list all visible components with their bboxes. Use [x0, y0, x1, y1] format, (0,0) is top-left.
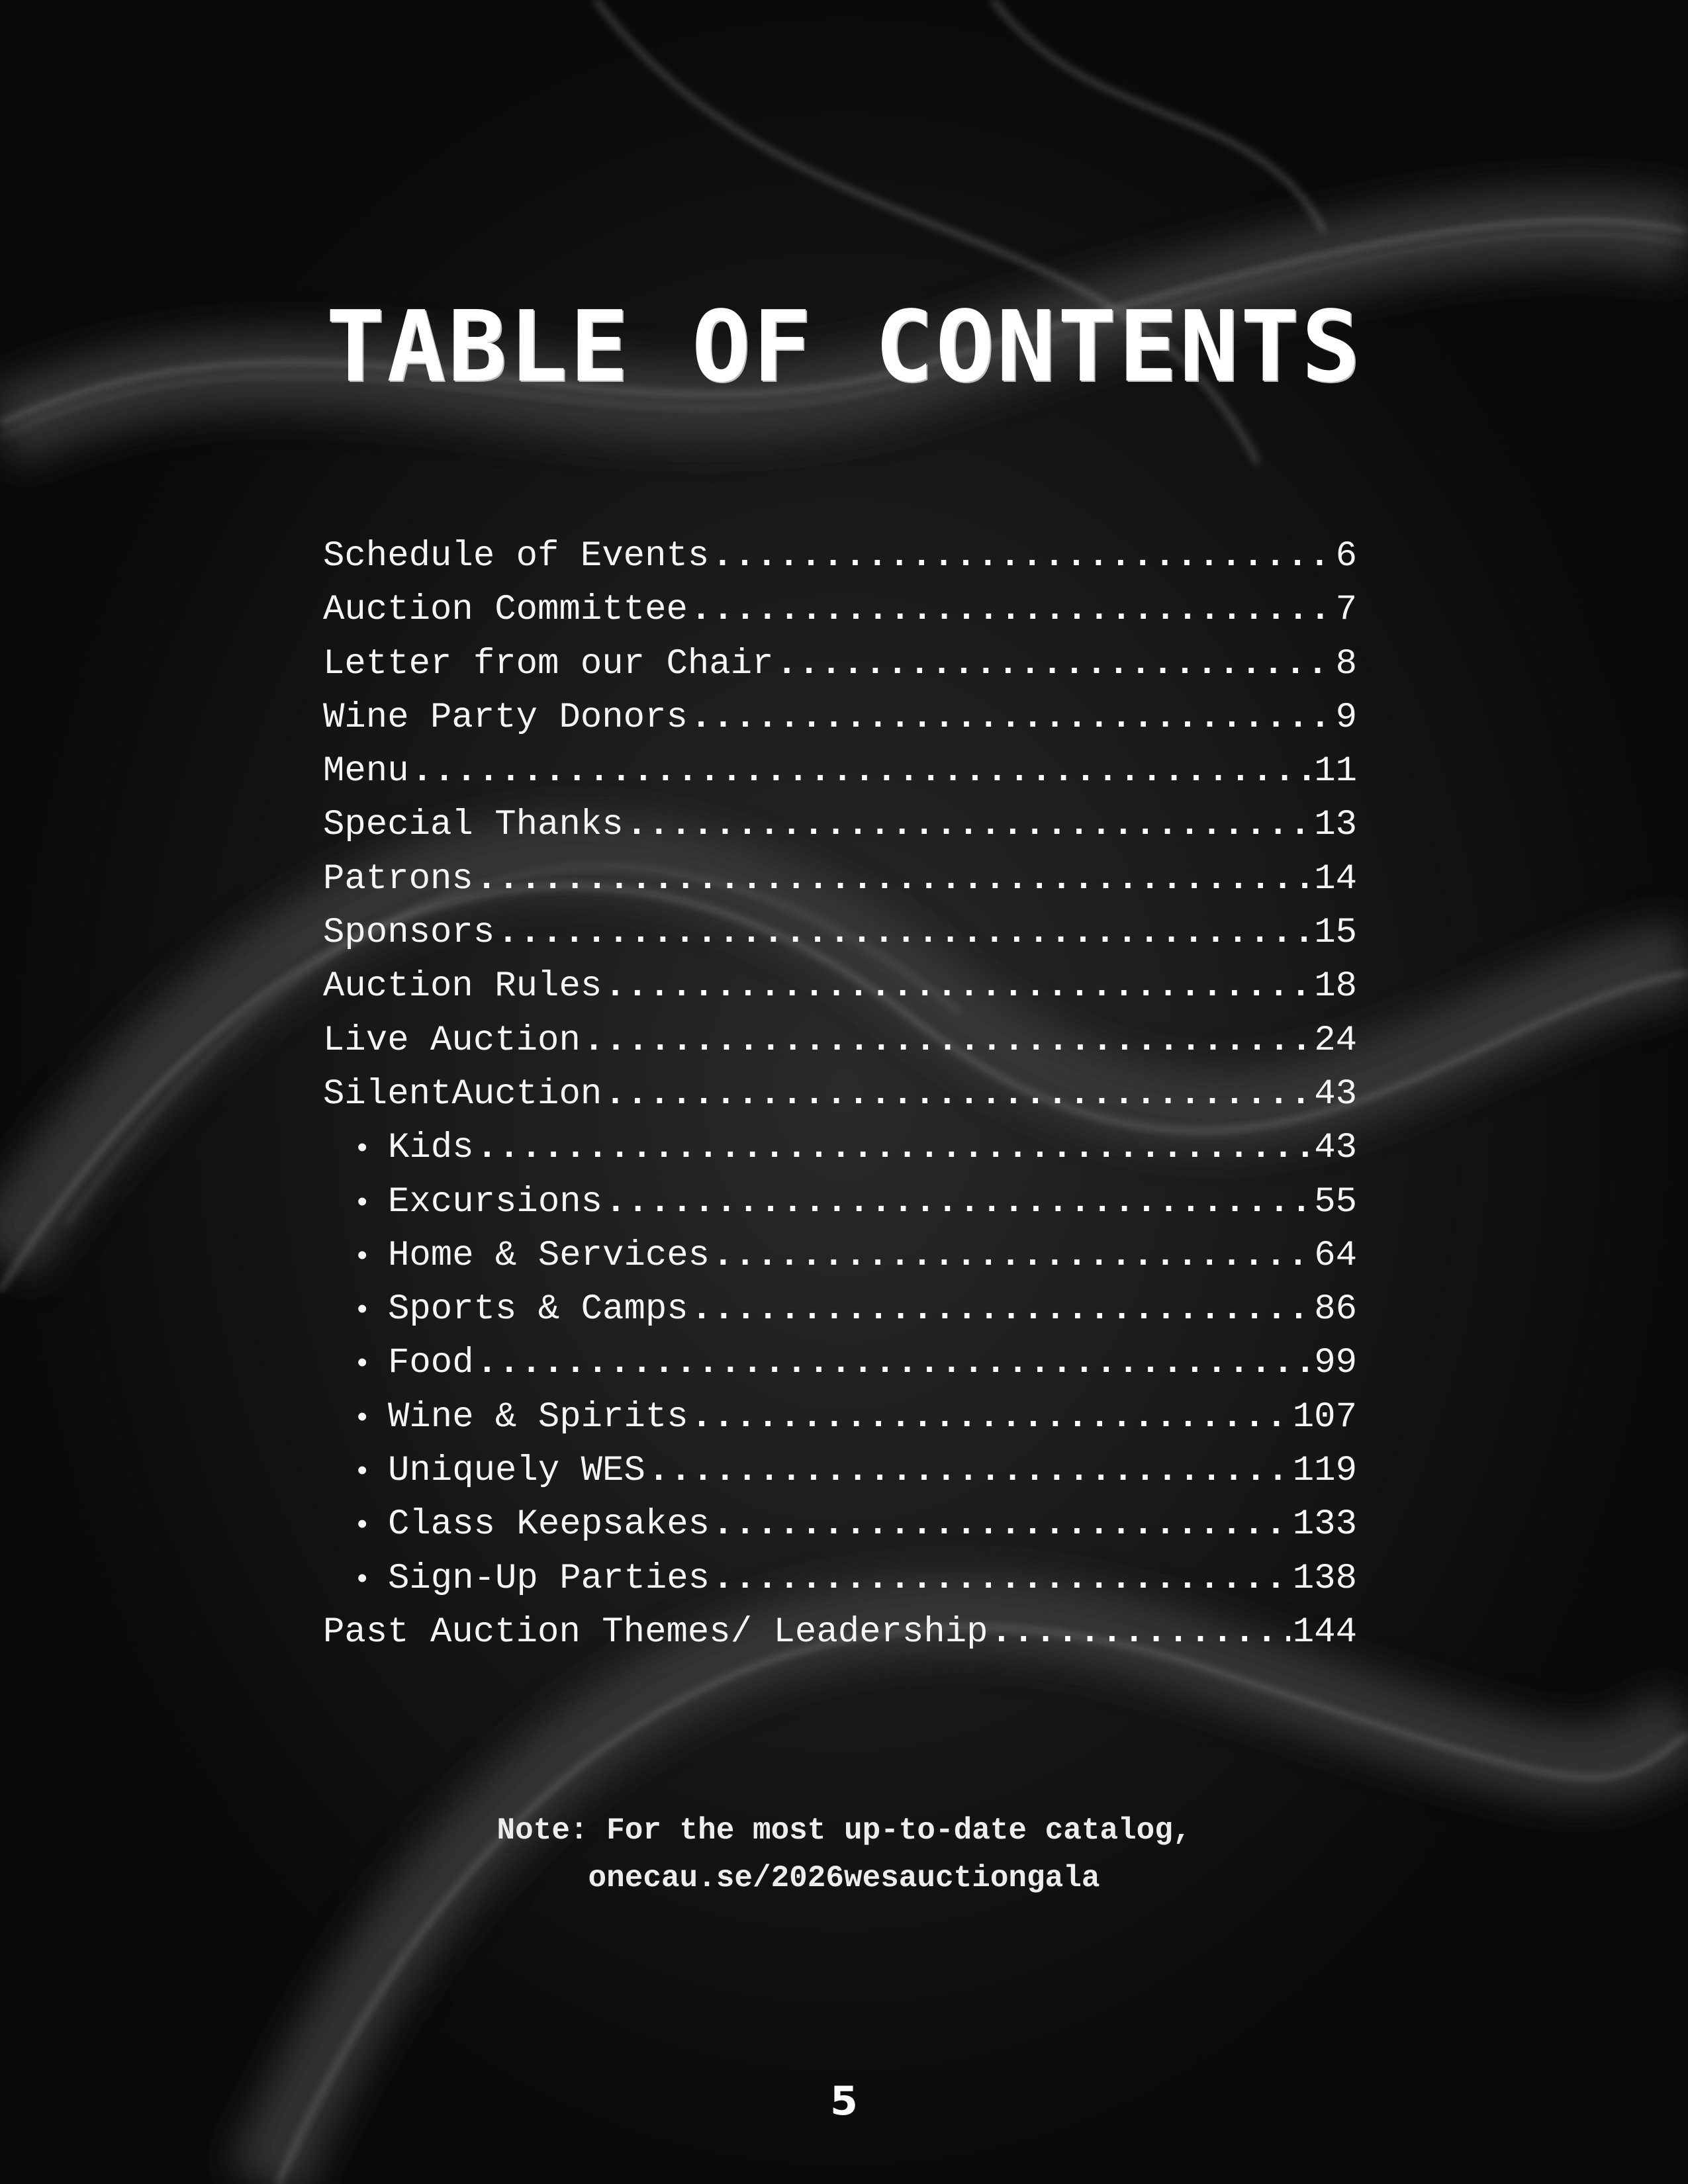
- toc-entry[interactable]: [323, 1498, 1357, 1551]
- toc-entry-page: 24: [1314, 1020, 1357, 1061]
- dot-leader: [412, 745, 1312, 798]
- toc-entry-page: 8: [1335, 643, 1357, 684]
- toc-entry-label: Live Auction: [323, 1020, 581, 1061]
- toc-entry[interactable]: [323, 1444, 1357, 1498]
- dot-leader: [476, 852, 1311, 906]
- toc-entry-page: 43: [1314, 1128, 1357, 1169]
- catalog-note: [0, 1807, 1688, 1902]
- dot-leader: [776, 637, 1333, 691]
- toc-entry-page: 107: [1292, 1396, 1357, 1437]
- toc-entry-page: 55: [1314, 1181, 1357, 1222]
- bullet-icon: •: [353, 1240, 371, 1274]
- dot-leader: [605, 1175, 1311, 1229]
- toc-entry-label: Class Keepsakes: [388, 1504, 710, 1545]
- dot-leader: [477, 1336, 1312, 1390]
- toc-entry[interactable]: [323, 1552, 1357, 1606]
- toc-entry-label: Sign-Up Parties: [388, 1558, 710, 1599]
- toc-entry-page: 7: [1335, 590, 1357, 631]
- toc-entry-page: 6: [1335, 536, 1357, 576]
- toc-entry-page: 99: [1314, 1343, 1357, 1384]
- bullet-icon: •: [353, 1133, 371, 1167]
- toc-entry[interactable]: [323, 529, 1357, 583]
- dot-leader: [991, 1606, 1290, 1659]
- dot-leader: [690, 583, 1333, 637]
- toc-entry[interactable]: [323, 1014, 1357, 1068]
- dot-leader: [604, 960, 1311, 1013]
- dot-leader: [691, 1390, 1290, 1444]
- dot-leader: [690, 691, 1333, 745]
- toc-entry-label: Schedule of Events: [323, 536, 710, 576]
- toc-entry[interactable]: [323, 637, 1357, 691]
- table-of-contents: [323, 529, 1357, 1659]
- toc-entry-label: Food: [388, 1343, 474, 1384]
- note-link[interactable]: onecau.se/2026wesauctiongala: [588, 1861, 1100, 1895]
- page-number: 5: [830, 2078, 858, 2124]
- toc-entry-label: Wine & Spirits: [388, 1396, 688, 1437]
- dot-leader: [626, 798, 1312, 852]
- toc-entry[interactable]: [323, 960, 1357, 1013]
- note-line-1: Note: For the most up-to-date catalog,: [496, 1813, 1192, 1848]
- toc-entry-label: Wine Party Donors: [323, 697, 688, 738]
- toc-entry-label: Menu: [323, 751, 409, 792]
- toc-entry-page: 11: [1314, 751, 1357, 792]
- dot-leader: [712, 1552, 1290, 1606]
- toc-entry-page: 86: [1314, 1289, 1357, 1330]
- toc-entry-label: Patrons: [323, 858, 473, 899]
- toc-entry-page: 119: [1292, 1451, 1357, 1492]
- toc-entry-label: Sponsors: [323, 913, 495, 954]
- toc-entry-page: 43: [1314, 1073, 1357, 1115]
- dot-leader: [604, 1068, 1311, 1121]
- toc-entry[interactable]: [323, 1068, 1357, 1121]
- bullet-icon: •: [353, 1348, 371, 1382]
- toc-entry-label: Excursions: [388, 1181, 603, 1222]
- toc-entry-page: 14: [1314, 858, 1357, 899]
- dot-leader: [648, 1444, 1290, 1498]
- toc-entry-label: Auction Committee: [323, 590, 688, 631]
- toc-entry[interactable]: [323, 1283, 1357, 1336]
- toc-entry-page: 15: [1314, 913, 1357, 954]
- toc-entry[interactable]: [323, 906, 1357, 960]
- toc-entry-label: Uniquely WES: [388, 1451, 645, 1492]
- dot-leader: [477, 1121, 1312, 1175]
- toc-entry[interactable]: [323, 1229, 1357, 1283]
- toc-entry-label: Home & Services: [388, 1235, 710, 1276]
- dot-leader: [497, 906, 1311, 960]
- toc-entry-label: Sports & Camps: [388, 1289, 688, 1330]
- toc-entry-page: 133: [1292, 1504, 1357, 1545]
- toc-entry[interactable]: [323, 691, 1357, 745]
- toc-entry-label: Past Auction Themes/ Leadership: [323, 1612, 988, 1653]
- toc-entry-label: Special Thanks: [323, 805, 624, 846]
- toc-entry-page: 144: [1292, 1612, 1357, 1653]
- toc-entry-page: 18: [1314, 966, 1357, 1007]
- toc-entry[interactable]: [323, 1121, 1357, 1175]
- toc-entry-page: 64: [1314, 1235, 1357, 1276]
- toc-entry[interactable]: [323, 745, 1357, 798]
- dot-leader: [583, 1014, 1311, 1068]
- toc-entry[interactable]: [323, 852, 1357, 906]
- toc-entry-label: SilentAuction: [323, 1073, 602, 1115]
- toc-entry-label: Auction Rules: [323, 966, 602, 1007]
- bullet-icon: •: [353, 1295, 371, 1328]
- bullet-icon: •: [353, 1456, 371, 1490]
- dot-leader: [712, 1229, 1311, 1283]
- toc-entry[interactable]: [323, 583, 1357, 637]
- toc-entry[interactable]: [323, 798, 1357, 852]
- toc-entry[interactable]: [323, 1336, 1357, 1390]
- bullet-icon: •: [353, 1563, 371, 1597]
- dot-leader: [712, 1498, 1290, 1551]
- toc-entry[interactable]: [323, 1390, 1357, 1444]
- bullet-icon: •: [353, 1510, 371, 1543]
- toc-entry[interactable]: [323, 1606, 1357, 1659]
- toc-entry[interactable]: [323, 1175, 1357, 1229]
- dot-leader: [691, 1283, 1312, 1336]
- bullet-icon: •: [353, 1187, 371, 1220]
- toc-entry-label: Letter from our Chair: [323, 643, 774, 684]
- toc-entry-page: 9: [1335, 697, 1357, 738]
- dot-leader: [712, 529, 1333, 583]
- toc-entry-label: Kids: [388, 1128, 474, 1169]
- toc-entry-page: 13: [1314, 805, 1357, 846]
- bullet-icon: •: [353, 1402, 371, 1435]
- page-title: TABLE OF CONTENTS: [326, 290, 1362, 404]
- toc-entry-page: 138: [1292, 1558, 1357, 1599]
